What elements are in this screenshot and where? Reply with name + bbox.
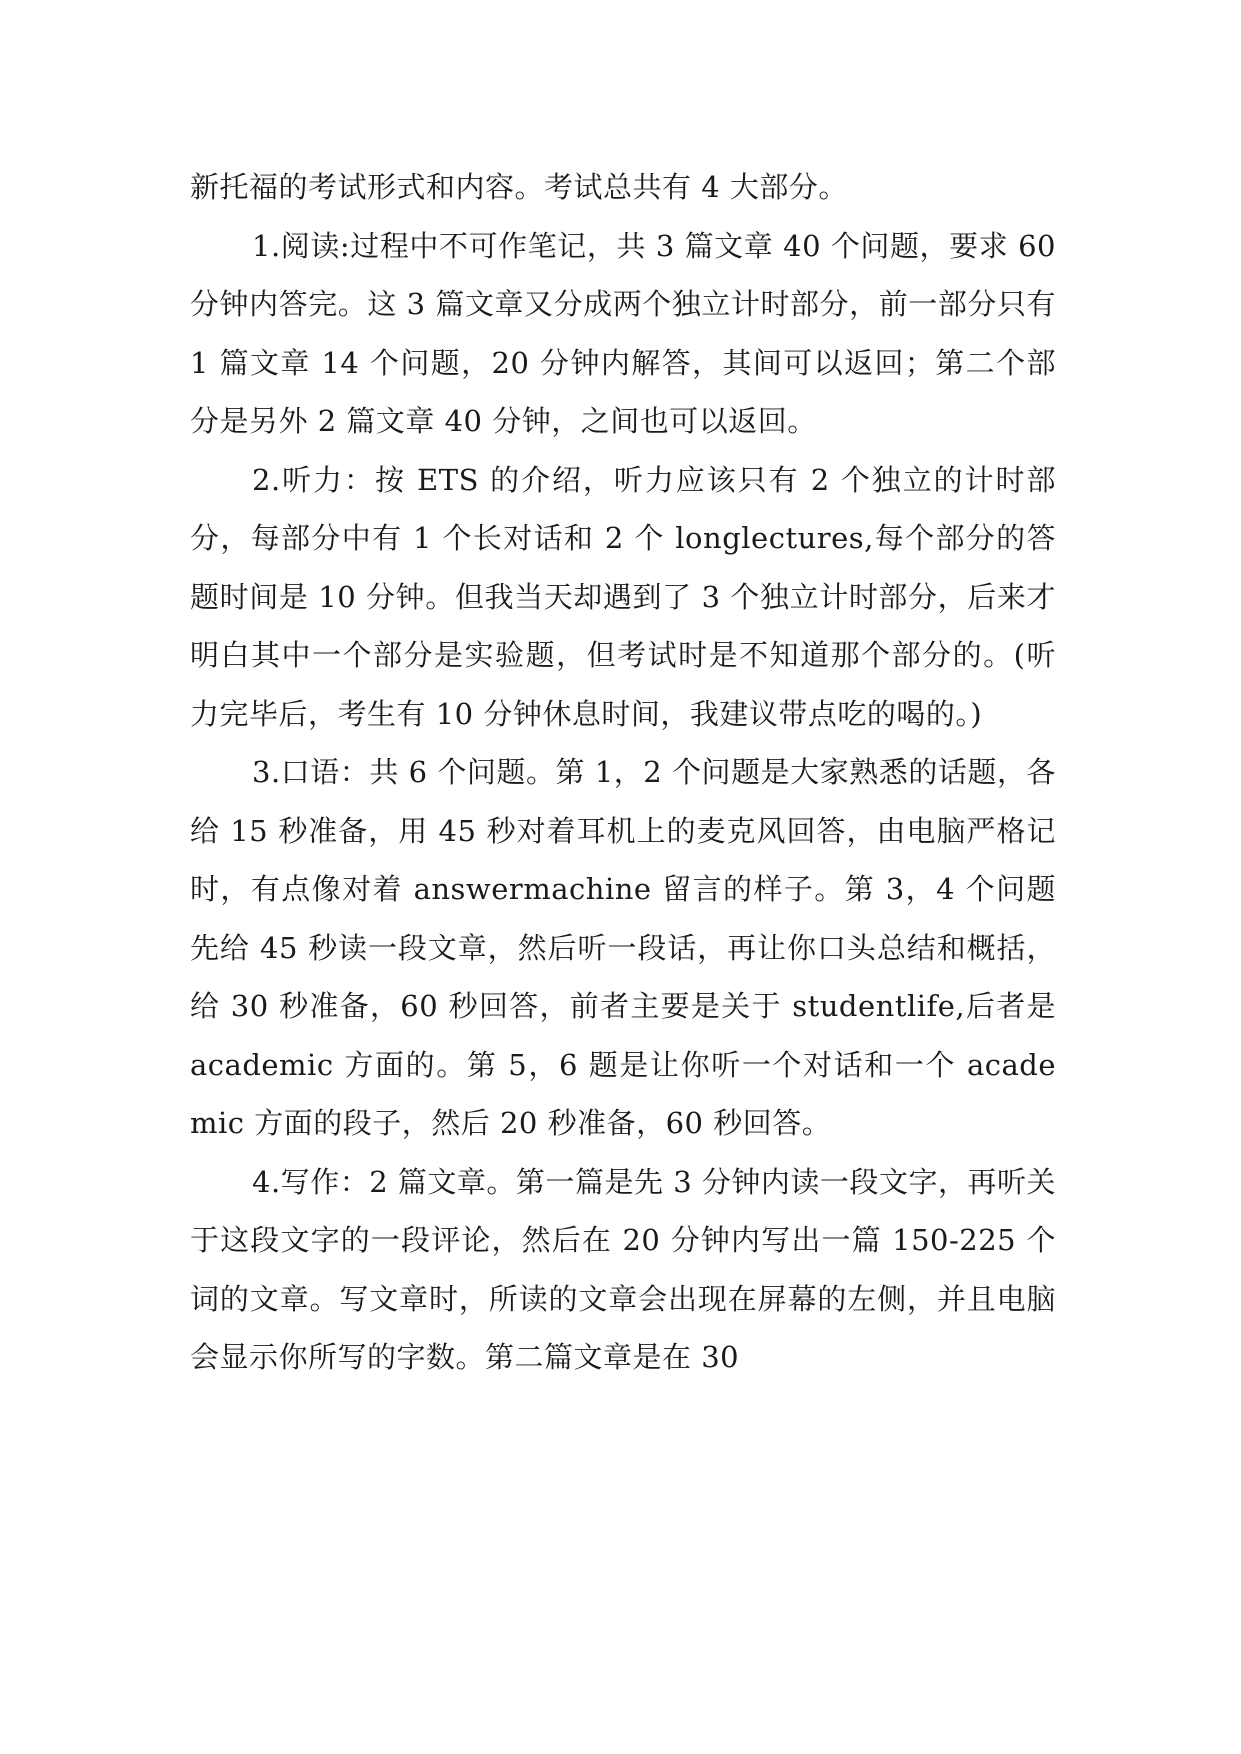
paragraph-reading: 1.阅读:过程中不可作笔记，共 3 篇文章 40 个问题，要求 60 分钟内答完。这 3 篇文章又分成两个独立计时部分，前一部分只有 1 篇文章 14 个问题，20 分钟内解答，其间可以返回；第二个部分是另外 2 篇文章 40 分钟，之间也可以返回。: [190, 228, 1056, 438]
paragraph-writing: 4.写作：2 篇文章。第一篇是先 3 分钟内读一段文字，再听关于这段文字的一段评论，然后在 20 分钟内写出一篇 150-225 个词的文章。写文章时，所读的文章会出现在屏幕的左侧，并且电脑会显示你所写的字数。第二篇文章是在 30: [190, 1164, 1056, 1374]
document-page: [190, 158, 1056, 1387]
paragraph-listening: 2.听力：按 ETS 的介绍，听力应该只有 2 个独立的计时部分，每部分中有 1 个长对话和 2 个 longlectures,每个部分的答题时间是 10 分钟。但我当天却遇到了 3 个独立计时部分，后来才明白其中一个部分是实验题，但考试时是不知道那个部分的。(听力完毕后，考生有 10 分钟休息时间，我建议带点吃的喝的。): [190, 462, 1056, 731]
paragraph-speaking: 3.口语：共 6 个问题。第 1，2 个问题是大家熟悉的话题，各给 15 秒准备，用 45 秒对着耳机上的麦克风回答，由电脑严格记时，有点像对着 answermachine 留言的样子。第 3，4 个问题先给 45 秒读一段文章，然后听一段话，再让你口头总结和概括，给 30 秒准备，60 秒回答，前者主要是关于 studentlife,后者是 academic 方面的。第 5，6 题是让你听一个对话和一个 academic 方面的段子，然后 20 秒准备，60 秒回答。: [190, 755, 1056, 1140]
paragraph-intro: 新托福的考试形式和内容。考试总共有 4 大部分。: [190, 170, 848, 204]
